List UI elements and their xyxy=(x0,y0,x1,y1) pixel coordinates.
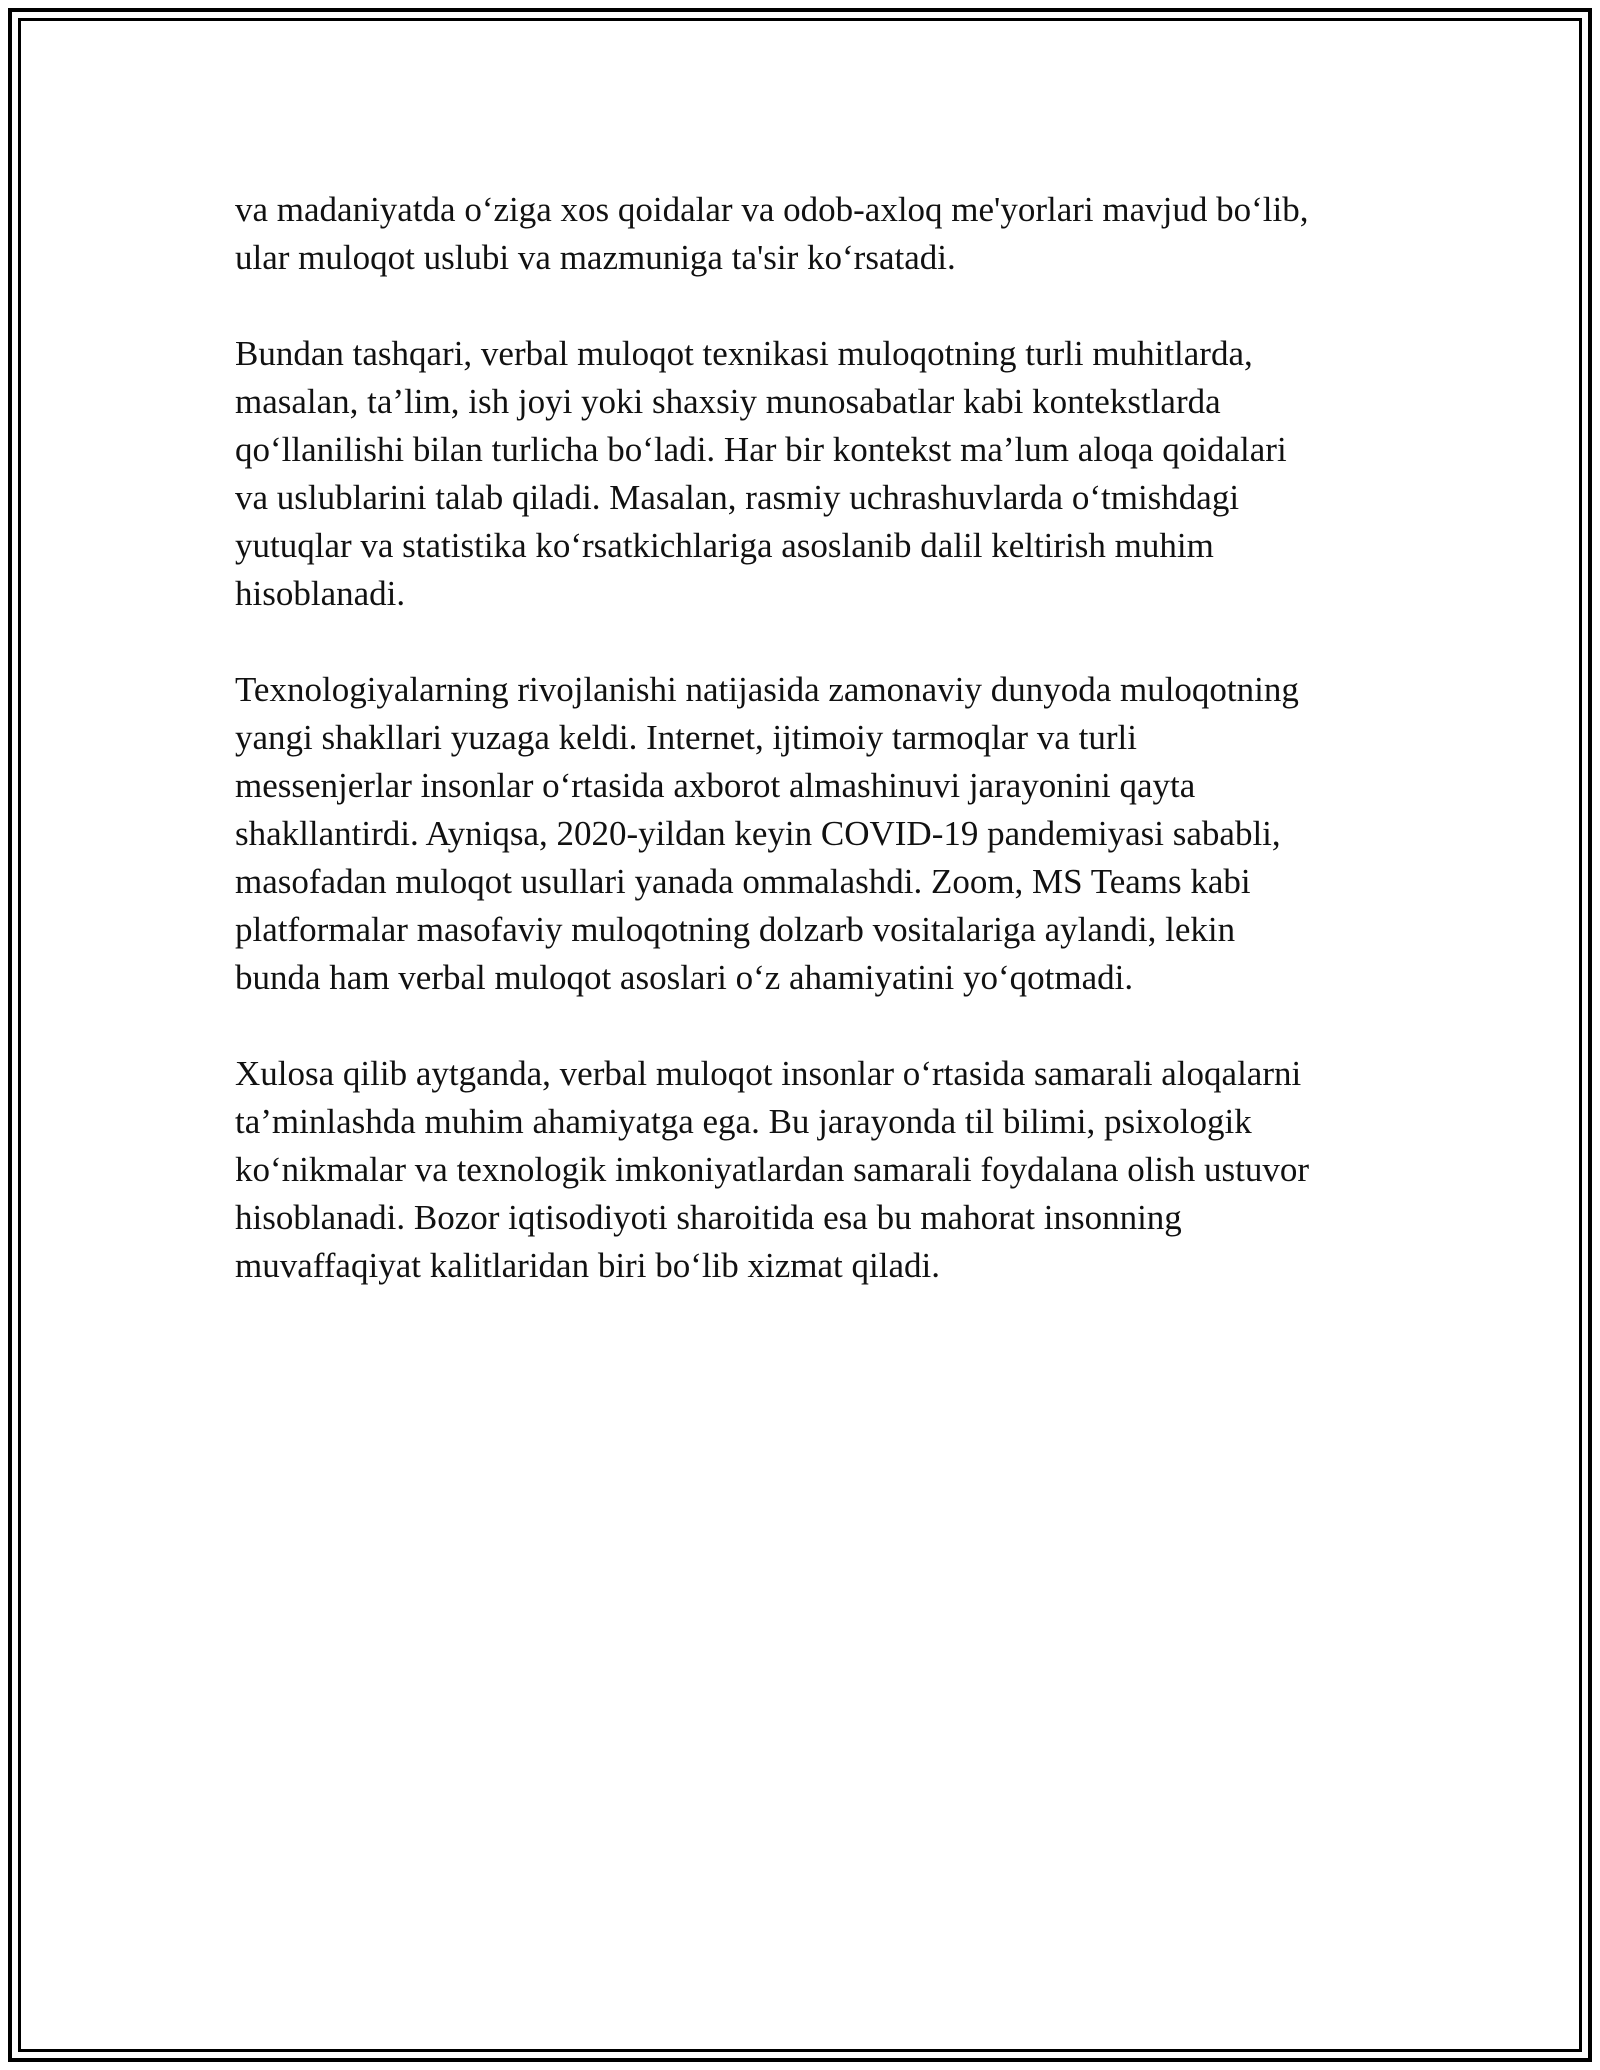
text-line: ular muloqot uslubi va mazmuniga ta'sir ko‘rsatadi. xyxy=(235,238,956,277)
text-line: yutuqlar va statistika ko‘rsatkichlariga asoslanib dalil keltirish muhim xyxy=(235,526,1214,565)
paragraph-1 xyxy=(235,186,1375,282)
text-line: shakllantirdi. Ayniqsa, 2020-yildan keyin COVID-19 pandemiyasi sababli, xyxy=(235,814,1281,853)
text-line: va uslublarini talab qiladi. Masalan, rasmiy uchrashuvlarda o‘tmishdagi xyxy=(235,478,1240,517)
text-line: platformalar masofaviy muloqotning dolzarb vositalariga aylandi, lekin xyxy=(235,910,1236,949)
text-line: hisoblanadi. xyxy=(235,574,406,613)
text-line: qo‘llanilishi bilan turlicha bo‘ladi. Har bir kontekst ma’lum aloqa qoidalari xyxy=(235,430,1287,469)
text-line: messenjerlar insonlar o‘rtasida axborot almashinuvi jarayonini qayta xyxy=(235,766,1196,805)
text-line: muvaffaqiyat kalitlaridan biri bo‘lib xizmat qiladi. xyxy=(235,1246,940,1285)
text-line: bunda ham verbal muloqot asoslari o‘z ahamiyatini yo‘qotmadi. xyxy=(235,958,1134,997)
text-line: Xulosa qilib aytganda, verbal muloqot insonlar o‘rtasida samarali aloqalarni xyxy=(235,1054,1302,1093)
text-line: yangi shakllari yuzaga keldi. Internet, ijtimoiy tarmoqlar va turli xyxy=(235,718,1137,757)
paragraph-2 xyxy=(235,330,1375,618)
paragraph-4 xyxy=(235,1050,1375,1290)
text-line: ko‘nikmalar va texnologik imkoniyatlardan samarali foydalana olish ustuvor xyxy=(235,1150,1310,1189)
text-line: Bundan tashqari, verbal muloqot texnikasi muloqotning turli muhitlarda, xyxy=(235,334,1253,373)
document-body xyxy=(235,186,1375,1338)
text-line: va madaniyatda o‘ziga xos qoidalar va odob-axloq me'yorlari mavjud bo‘lib, xyxy=(235,190,1309,229)
text-line: Texnologiyalarning rivojlanishi natijasida zamonaviy dunyoda muloqotning xyxy=(235,670,1299,709)
text-line: ta’minlashda muhim ahamiyatga ega. Bu jarayonda til bilimi, psixologik xyxy=(235,1102,1252,1141)
text-line: masofadan muloqot usullari yanada ommalashdi. Zoom, MS Teams kabi xyxy=(235,862,1251,901)
paragraph-3 xyxy=(235,666,1375,1002)
text-line: hisoblanadi. Bozor iqtisodiyoti sharoitida esa bu mahorat insonning xyxy=(235,1198,1182,1237)
text-line: masalan, ta’lim, ish joyi yoki shaxsiy munosabatlar kabi kontekstlarda xyxy=(235,382,1221,421)
